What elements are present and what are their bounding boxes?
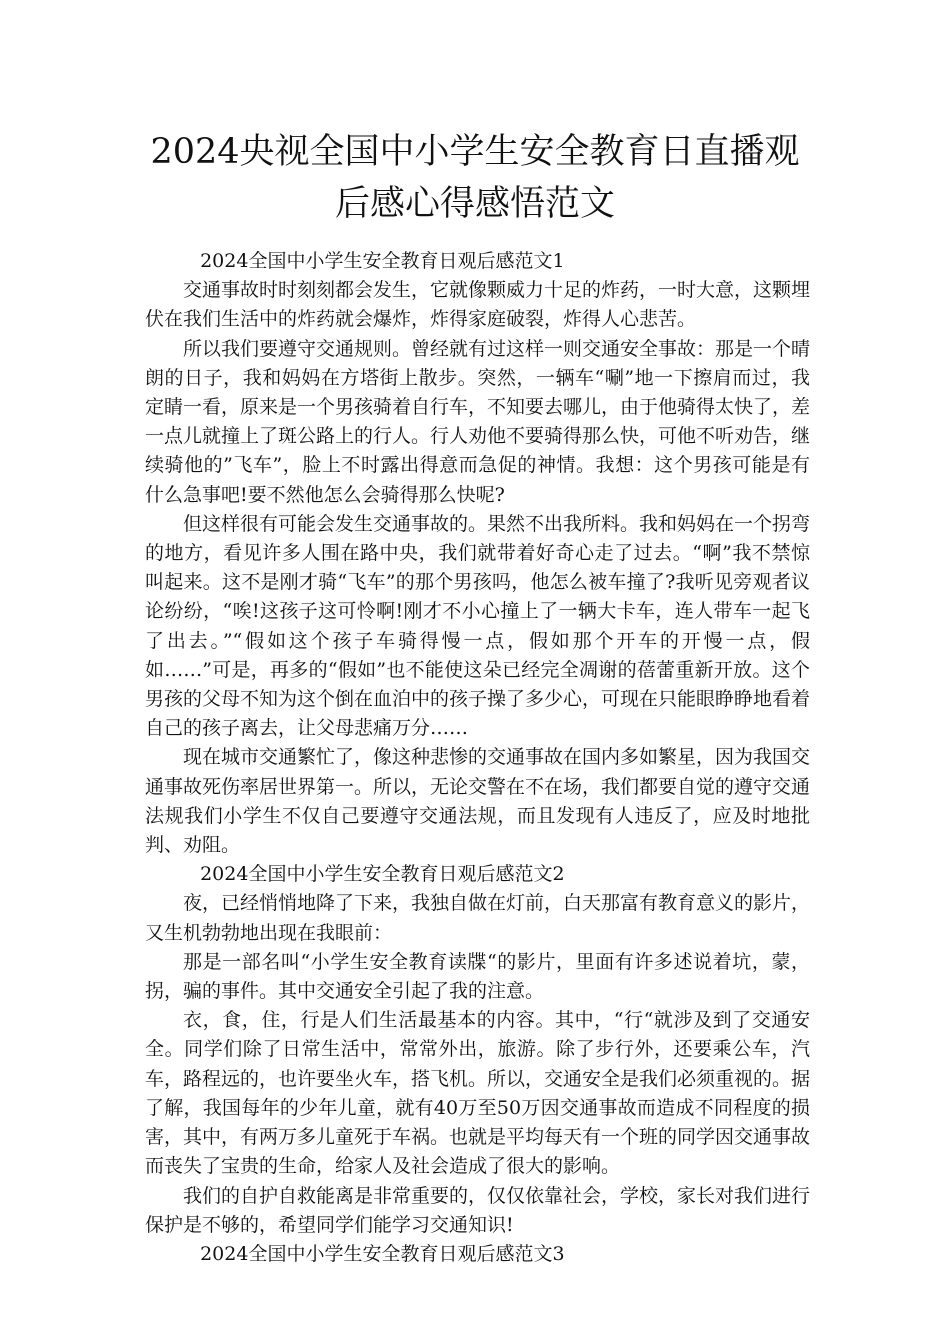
paragraph: 夜，已经悄悄地降了下来，我独自做在灯前，白天那富有教育意义的影片，又生机勃勃地出现在我眼前：	[145, 892, 811, 944]
paragraph: 我们的自护自救能离是非常重要的，仅仅依靠社会，学校，家长对我们进行保护是不够的，希望同学们能学习交通知识!	[145, 1184, 811, 1236]
section-heading-1: 2024全国中小学生安全教育日观后感范文1	[200, 250, 565, 272]
paragraph: 衣，食，住，行是人们生活最基本的内容。其中，“行“就涉及到了交通安全。同学们除了日常生活中，常常外出，旅游。除了步行外，还要乘公车，汽车，路程远的，也许要坐火车，搭飞机。所以，交通安全是我们必须重视的。据了解，我国每年的少年儿童，就有40万至50万因交通事故而造成不同程度的损害，其中，有两万多儿童死于车祸。也就是平均每天有一个班的同学因交通事故而丧失了宝贵的生命，给家人及社会造成了很大的影响。	[145, 1009, 811, 1178]
title-line-2: 后感心得感悟范文	[334, 184, 615, 224]
section-heading-2: 2024全国中小学生安全教育日观后感范文2	[200, 863, 565, 886]
paragraph: 但这样很有可能会发生交通事故的。果然不出我所料。我和妈妈在一个拐弯的地方，看见许多人围在路中央，我们就带着好奇心走了过去。“啊”我不禁惊叫起来。这不是刚才骑“飞车”的那个男孩吗，他怎么被车撞了?我听见旁观者议论纷纷，“唉!这孩子这可怜啊!刚才不小心撞上了一辆大卡车，连人带车一起飞了出去。”“假如这个孩子车骑得慢一点，假如那个开车的开慢一点，假如……”可是，再多的“假如”也不能使这朵已经完全凋谢的蓓蕾重新开放。这个男孩的父母不知为这个倒在血泊中的孩子操了多少心，可现在只能眼睁睁地看着自己的孩子离去，让父母悲痛万分……	[145, 512, 811, 740]
section-heading-3: 2024全国中小学生安全教育日观后感范文3	[200, 1242, 565, 1265]
paragraph: 现在城市交通繁忙了，像这种悲惨的交通事故在国内多如繁星，因为我国交通事故死伤率居世界第一。所以，无论交警在不在场，我们都要自觉的遵守交通法规我们小学生不仅自己要遵守交通法规，而且发现有人违反了，应及时地批判、劝阻。	[145, 746, 811, 857]
paragraph: 交通事故时时刻刻都会发生，它就像颗威力十足的炸药，一时大意，这颗埋伏在我们生活中的炸药就会爆炸，炸得家庭破裂，炸得人心悲苦。	[145, 279, 811, 331]
paragraph: 所以我们要遵守交通规则。曾经就有过这样一则交通安全事故：那是一个晴朗的日子，我和妈妈在方塔街上散步。突然，一辆车“唰”地一下擦肩而过，我定睛一看，原来是一个男孩骑着自行车，不知要去哪儿，由于他骑得太快了，差一点儿就撞上了斑公路上的行人。行人劝他不要骑得那么快，可他不听劝告，继续骑他的”飞车”，脸上不时露出得意而急促的神情。我想：这个男孩可能是有什么急事吧!要不然他怎么会骑得那么快呢?	[145, 337, 811, 506]
paragraph: 那是一部名叫“小学生安全教育读牒“的影片，里面有许多述说着坑，蒙，拐，骗的事件。其中交通安全引起了我的注意。	[145, 950, 810, 1003]
document-body	[145, 247, 810, 1269]
title-line-1: 2024央视全国中小学生安全教育日直播观	[150, 132, 800, 172]
document-title	[120, 126, 830, 230]
